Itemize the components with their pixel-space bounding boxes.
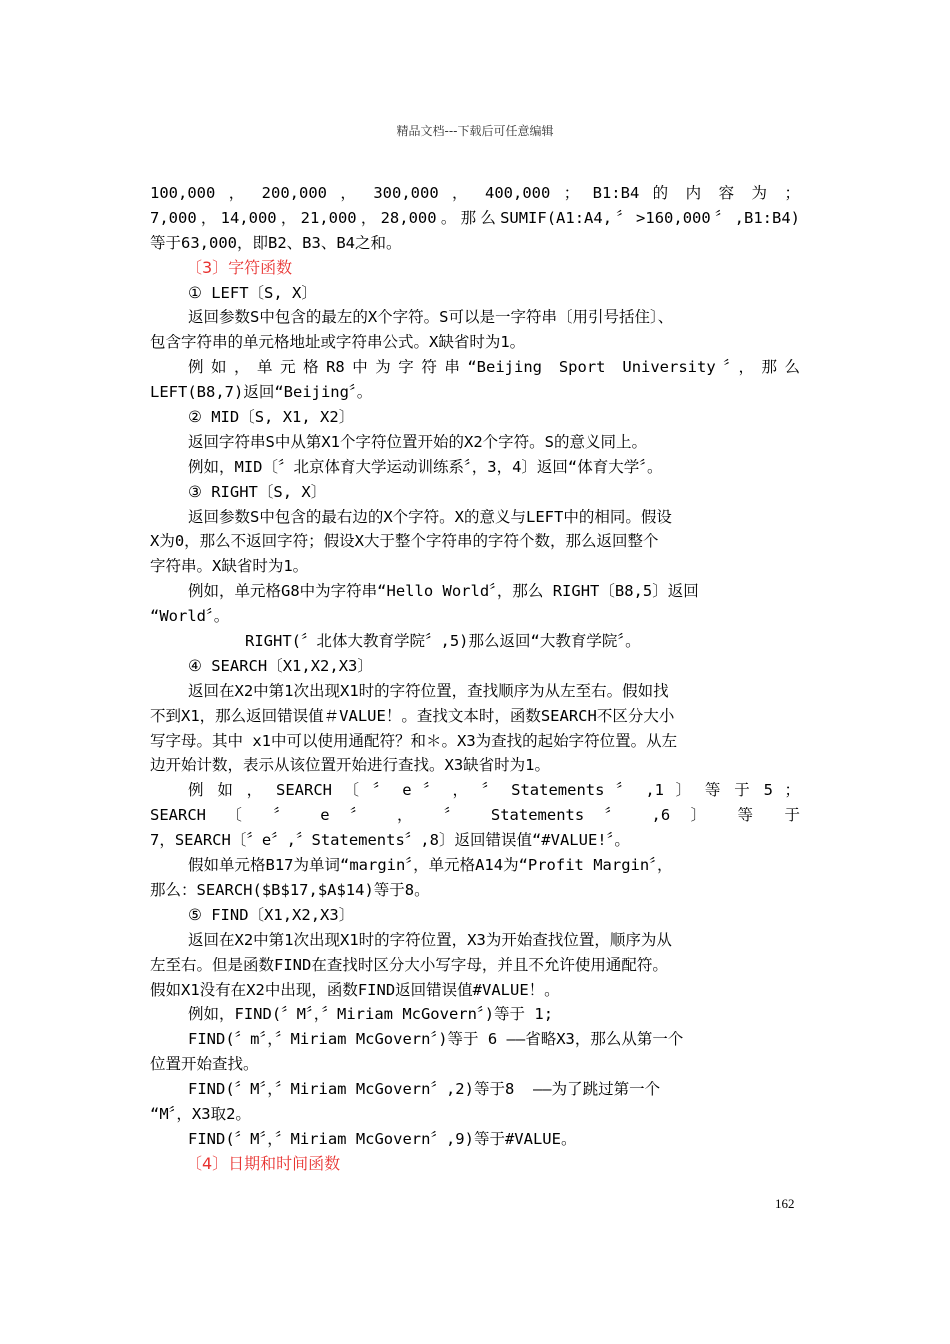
text-line: 左至右。但是函数FIND在查找时区分大小写字母，并且不允许使用通配符。: [150, 955, 668, 974]
text-line: 例如，单元格R8中为字符串“Beijing Sport University〞，那么: [188, 358, 800, 377]
section-heading: 〔3〕字符函数: [186, 257, 293, 277]
text-line: 例如，单元格G8中为字符串“Hello World〞，那么 RIGHT〔B8,5〕返回: [188, 582, 699, 601]
text-line: SEARCH 〔 〞 e 〞 ， 〞 Statements 〞 ,6 〕 等 于: [150, 806, 800, 825]
text-line: 边开始计数，表示从该位置开始进行查找。X3缺省时为1。: [150, 756, 550, 775]
text-line: RIGHT(〞北体大教育学院〞,5)那么返回“大教育学院〞。: [245, 632, 641, 651]
page-number: 162: [775, 1196, 795, 1211]
text-line: FIND(〞m〞，〞Miriam McGovern〞)等于 6 ——省略X3，那么从第一个: [188, 1030, 684, 1049]
text-line: 字符串。X缺省时为1。: [150, 557, 309, 576]
page-header: 精品文档---下载后可任意编辑: [396, 124, 554, 138]
text-line: FIND(〞M〞，〞Miriam McGovern〞,2)等于8 ——为了跳过第一个: [188, 1080, 661, 1099]
text-line: 不到X1，那么返回错误值＃VALUE！。查找文本时，函数SEARCH不区分大小: [150, 706, 675, 725]
text-line: “M〞，X3取2。: [150, 1104, 251, 1123]
text-line: 返回参数S中包含的最左的X个字符。S可以是一字符串〔用引号括住〕、: [188, 308, 674, 327]
function-title: ⑤ FIND〔X1,X2,X3〕: [188, 905, 355, 924]
function-title: ① LEFT〔S, X〕: [188, 283, 317, 302]
section-heading: 〔4〕日期和时间函数: [186, 1153, 341, 1173]
text-line: 例如，MID〔〞北京体育大学运动训练系〞，3，4〕返回“体育大学〞。: [188, 457, 663, 476]
text-line: 写字母。其中 x1中可以使用通配符？和＊。X3为查找的起始字符位置。从左: [150, 731, 678, 750]
text-line: 例如，FIND(〞M〞，〞Miriam McGovern〞)等于 1;: [188, 1005, 554, 1024]
text-line: 100,000 ， 200,000 ， 300,000 ， 400,000 ； B1:B4 的 内 容 为 ；: [150, 184, 800, 202]
text-line: 返回字符串S中从第X1个字符位置开始的X2个字符。S的意义同上。: [188, 432, 647, 451]
text-line: 返回在X2中第1次出现X1时的字符位置，查找顺序为从左至右。假如找: [188, 681, 669, 700]
text-line: 返回在X2中第1次出现X1时的字符位置，X3为开始查找位置，顺序为从: [188, 930, 672, 949]
document-body: [150, 181, 800, 1177]
text-line: 例 如 ， SEARCH 〔 〞 e 〞 ， 〞 Statements 〞 ,1 〕 等 于 5 ；: [188, 781, 800, 800]
text-line: 7,000，14,000，21,000，28,000。那么SUMIF(A1:A4,〞>160,000〞,B1:B4): [150, 208, 800, 227]
function-title: ④ SEARCH〔X1,X2,X3〕: [188, 656, 373, 675]
function-title: ② MID〔S, X1, X2〕: [188, 408, 355, 427]
text-line: 包含字符串的单元格地址或字符串公式。X缺省时为1。: [150, 333, 526, 352]
text-line: 返回参数S中包含的最右边的X个字符。X的意义与LEFT中的相同。假设: [188, 507, 672, 526]
text-line: 假如X1没有在X2中出现，函数FIND返回错误值#VALUE！。: [150, 980, 560, 999]
text-line: LEFT(B8,7)返回“Beijing〞。: [150, 383, 373, 402]
text-line: FIND(〞M〞，〞Miriam McGovern〞,9)等于#VALUE。: [188, 1129, 577, 1148]
text-line: 等于63,000，即B2、B3、B4之和。: [150, 233, 402, 252]
function-title: ③ RIGHT〔S, X〕: [188, 482, 327, 501]
text-line: “World〞。: [150, 607, 230, 626]
text-line: 位置开始查找。: [150, 1055, 259, 1074]
text-line: 那么：SEARCH($B$17,$A$14)等于8。: [150, 880, 430, 899]
text-line: 假如单元格B17为单词“margin〞，单元格A14为“Profit Margin〞，: [188, 856, 673, 875]
text-line: X为0，那么不返回字符；假设X大于整个字符串的字符个数，那么返回整个: [150, 532, 659, 551]
text-line: 7，SEARCH〔〞e〞,〞Statements〞,8〕返回错误值“#VALUE!〞。: [150, 831, 630, 850]
